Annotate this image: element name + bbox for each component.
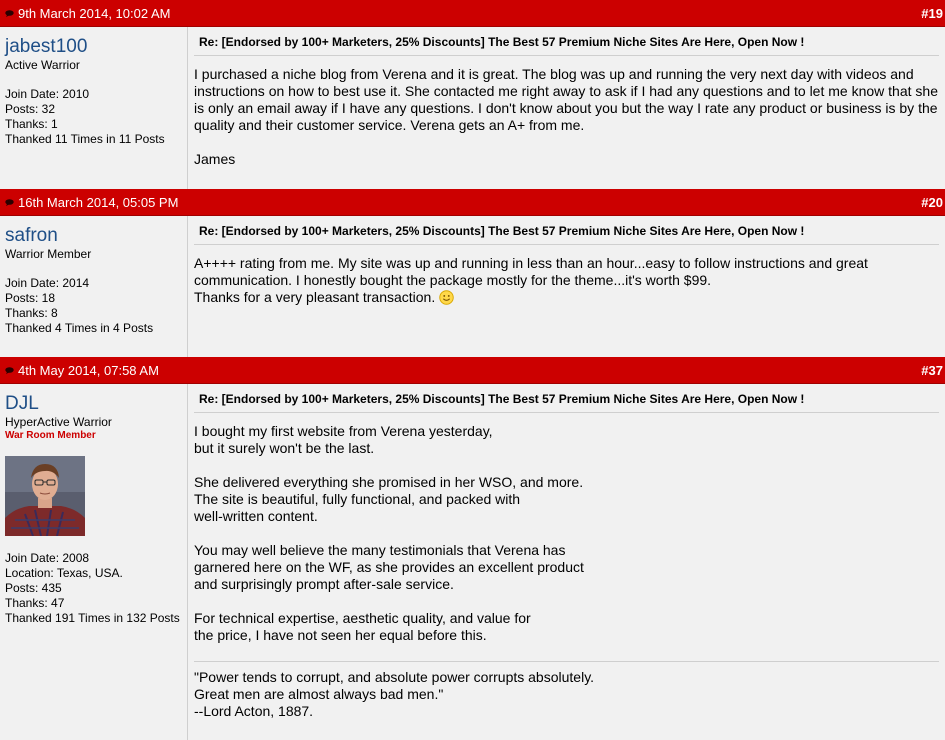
post-header [0, 0, 945, 27]
join-date: Join Date: 2010 [5, 87, 90, 101]
post-message [194, 245, 939, 306]
post-number-link[interactable]: #37 [921, 362, 943, 378]
message-line: A++++ rating from me. My site was up and running in less than an hour...easy to follow instructions and great communication. I honestly bought the package mostly for the theme...it's worth $99. [194, 255, 868, 288]
user-info [0, 216, 188, 357]
post-37 [0, 357, 945, 740]
message-paragraph [194, 423, 939, 457]
user-info [0, 384, 188, 740]
post-20 [0, 189, 945, 357]
signature-line: --Lord Acton, 1887. [194, 703, 314, 719]
post-19 [0, 0, 945, 189]
thanked-count: Thanked 4 Times in 4 Posts [5, 321, 154, 335]
post-date: 9th March 2014, 10:02 AM [18, 5, 171, 21]
message-line: but it surely won't be the last. [194, 440, 375, 456]
message-text: Thanks for a very pleasant transaction. [194, 289, 436, 305]
message-line: You may well believe the many testimonials that Verena has [194, 542, 566, 558]
post-count: Posts: 435 [5, 581, 62, 595]
post-date: 16th March 2014, 05:05 PM [18, 194, 179, 210]
smile-icon [439, 290, 454, 305]
post-content [188, 216, 945, 357]
post-message [194, 56, 939, 168]
post-title: Re: [Endorsed by 100+ Marketers, 25% Discounts] The Best 57 Premium Niche Sites Are Here, Open Now ! [194, 392, 939, 413]
post-message [194, 413, 939, 720]
user-title: HyperActive Warrior [5, 415, 112, 429]
message-paragraph [194, 542, 939, 593]
location: Location: Texas, USA. [5, 566, 123, 580]
user-avatar-photo[interactable] [5, 456, 85, 536]
post-header [0, 189, 945, 216]
message-line: and surprisingly prompt after-sale service. [194, 576, 454, 592]
user-rank: War Room Member [5, 430, 96, 441]
post-count: Posts: 18 [5, 291, 56, 305]
join-date: Join Date: 2014 [5, 276, 90, 290]
post-content [188, 27, 945, 189]
message-signoff: James [194, 151, 236, 167]
post-number-link[interactable]: #19 [921, 5, 943, 21]
thanks-count: Thanks: 47 [5, 596, 65, 610]
post-number-link[interactable]: #20 [921, 194, 943, 210]
thanked-count: Thanked 191 Times in 132 Posts [5, 611, 180, 625]
signature [194, 669, 939, 720]
message-line [194, 289, 939, 306]
thanks-count: Thanks: 1 [5, 117, 58, 131]
message-line: the price, I have not seen her equal before this. [194, 627, 487, 643]
message-paragraph [194, 610, 939, 644]
username-link[interactable]: jabest100 [5, 36, 88, 57]
signature-line: "Power tends to corrupt, and absolute power corrupts absolutely. [194, 669, 595, 685]
post-title: Re: [Endorsed by 100+ Marketers, 25% Discounts] The Best 57 Premium Niche Sites Are Here, Open Now ! [194, 224, 939, 245]
post-content [188, 384, 945, 740]
post-header [0, 357, 945, 384]
thanks-count: Thanks: 8 [5, 306, 58, 320]
message-line: For technical expertise, aesthetic quality, and value for [194, 610, 531, 626]
user-title: Warrior Member [5, 247, 92, 261]
signature-divider [194, 661, 939, 662]
speech-bubble-icon [5, 199, 14, 206]
user-stats [5, 551, 187, 626]
user-info [0, 27, 188, 189]
speech-bubble-icon [5, 367, 14, 374]
message-line: well-written content. [194, 508, 318, 524]
message-paragraph: I purchased a niche blog from Verena and it is great. The blog was up and running the very next day with videos and instructions on how to best use it. She contacted me right away to ask if I had any questions and to let me know that she is only an email away if I have any questions. I don't know about you but the way I rate any product or business is by the quality and their customer service. Verena gets an A+ from me. [194, 66, 938, 133]
message-paragraph [194, 474, 939, 525]
speech-bubble-icon [5, 10, 14, 17]
user-stats [5, 87, 187, 147]
post-title: Re: [Endorsed by 100+ Marketers, 25% Discounts] The Best 57 Premium Niche Sites Are Here, Open Now ! [194, 35, 939, 56]
username-link[interactable]: safron [5, 225, 58, 246]
post-count: Posts: 32 [5, 102, 56, 116]
username-link[interactable]: DJL [5, 393, 39, 414]
signature-line: Great men are almost always bad men." [194, 686, 444, 702]
user-title: Active Warrior [5, 58, 80, 72]
message-line: The site is beautiful, fully functional, and packed with [194, 491, 521, 507]
post-date: 4th May 2014, 07:58 AM [18, 362, 159, 378]
join-date: Join Date: 2008 [5, 551, 90, 565]
message-line: I bought my first website from Verena yesterday, [194, 423, 493, 439]
thanked-count: Thanked 11 Times in 11 Posts [5, 132, 165, 146]
message-line: She delivered everything she promised in her WSO, and more. [194, 474, 584, 490]
user-stats [5, 276, 187, 336]
message-line: garnered here on the WF, as she provides an excellent product [194, 559, 584, 575]
